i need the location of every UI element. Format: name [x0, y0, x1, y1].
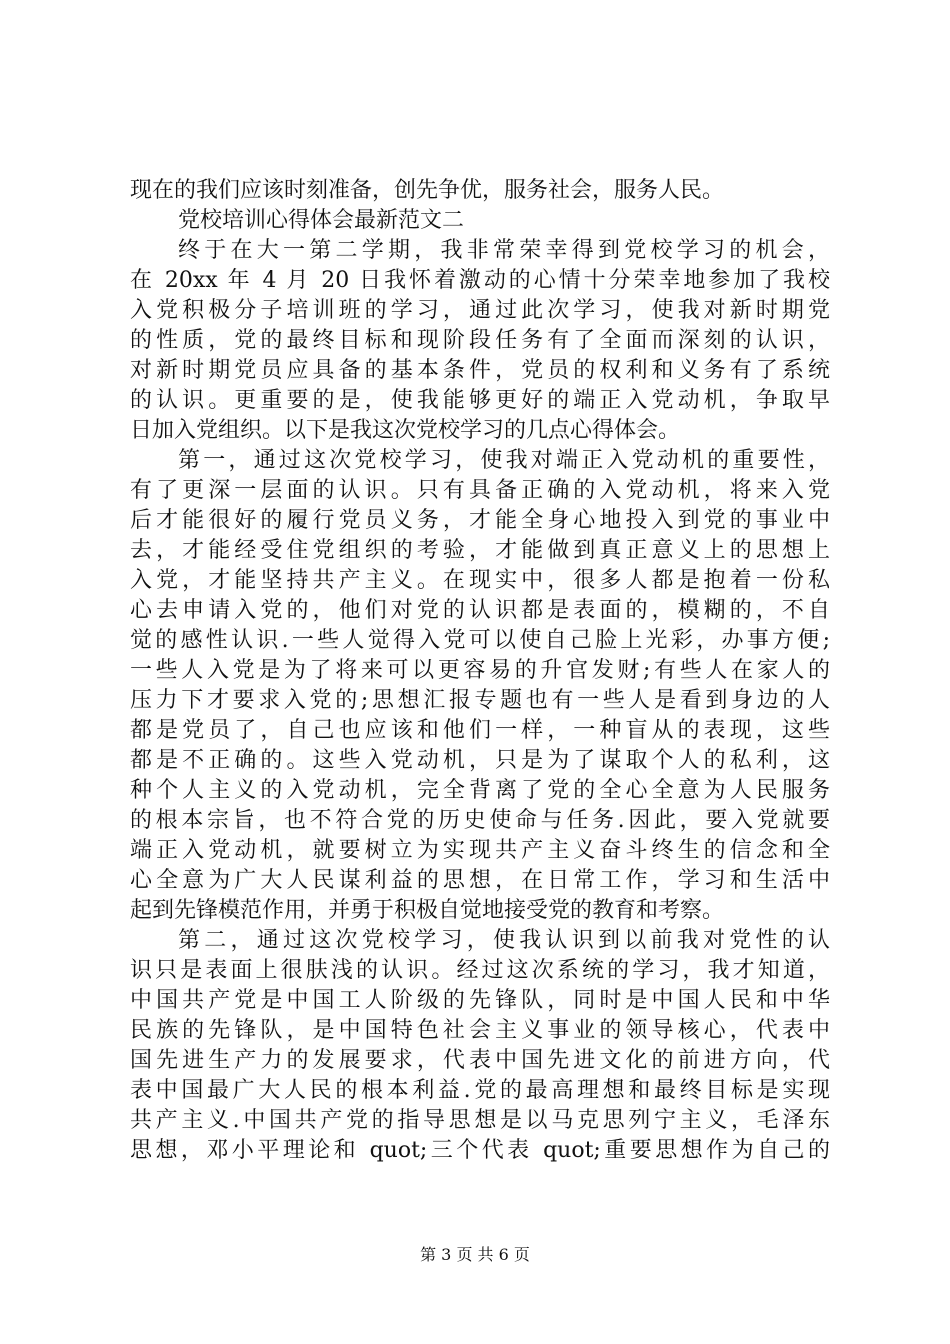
text-line: 民族的先锋队，是中国特色社会主义事业的领导核心，代表中	[130, 1018, 830, 1043]
text-line: 都是不正确的。这些入党动机，只是为了谋取个人的私利，这	[130, 748, 830, 773]
text-line: 在 20xx 年 4 月 20 日我怀着激动的心情十分荣幸地参加了我校	[130, 268, 830, 293]
text-line: 心全意为广大人民谋利益的思想，在日常工作，学习和生活中	[130, 868, 830, 893]
text-line: 去，才能经受住党组织的考验，才能做到真正意义上的思想上	[130, 538, 830, 563]
text-line: 第二，通过这次党校学习，使我认识到以前我对党性的认	[178, 928, 830, 953]
text-line: 思想，邓小平理论和 quot;三个代表 quot;重要思想作为自己的	[130, 1138, 830, 1163]
section-heading: 党校培训心得体会最新范文二	[178, 208, 465, 233]
text-line: 识只是表面上很肤浅的认识。经过这次系统的学习，我才知道，	[130, 958, 830, 983]
text-line: 起到先锋模范作用，并勇于积极自觉地接受党的教育和考察。	[130, 898, 725, 923]
text-line: 一些人入党是为了将来可以更容易的升官发财;有些人在家人的	[130, 658, 830, 683]
text-line: 对新时期党员应具备的基本条件，党员的权利和义务有了系统	[130, 358, 830, 383]
document-body	[130, 176, 830, 1166]
text-line: 国先进生产力的发展要求，代表中国先进文化的前进方向，代	[130, 1048, 830, 1073]
text-line: 种个人主义的入党动机，完全背离了党的全心全意为人民服务	[130, 778, 830, 803]
text-line: 压力下才要求入党的;思想汇报专题也有一些人是看到身边的人	[130, 688, 830, 713]
text-line: 端正入党动机，就要树立为实现共产主义奋斗终生的信念和全	[130, 838, 830, 863]
text-line: 有了更深一层面的认识。只有具备正确的入党动机，将来入党	[130, 478, 830, 503]
text-line: 的根本宗旨，也不符合党的历史使命与任务.因此，要入党就要	[130, 808, 830, 833]
page-footer	[0, 1245, 950, 1265]
text-line: 表中国最广大人民的根本利益.党的最高理想和最终目标是实现	[130, 1078, 830, 1103]
text-line: 后才能很好的履行党员义务，才能全身心地投入到党的事业中	[130, 508, 830, 533]
text-line: 现在的我们应该时刻准备，创先争优，服务社会，服务人民。	[130, 178, 725, 203]
text-line: 日加入党组织。以下是我这次党校学习的几点心得体会。	[130, 418, 681, 443]
text-line: 都是党员了，自己也应该和他们一样，一种盲从的表现，这些	[130, 718, 830, 743]
text-line: 共产主义.中国共产党的指导思想是以马克思列宁主义，毛泽东	[130, 1108, 830, 1133]
text-line: 终于在大一第二学期，我非常荣幸得到党校学习的机会，	[178, 238, 830, 263]
text-line: 第一，通过这次党校学习，使我对端正入党动机的重要性，	[178, 448, 830, 473]
text-line: 的认识。更重要的是，使我能够更好的端正入党动机，争取早	[130, 388, 830, 413]
page-indicator: 第 3 页 共 6 页	[420, 1245, 530, 1264]
text-line: 的性质，党的最终目标和现阶段任务有了全面而深刻的认识，	[130, 328, 830, 353]
text-line: 中国共产党是中国工人阶级的先锋队，同时是中国人民和中华	[130, 988, 830, 1013]
text-line: 觉的感性认识.一些人觉得入党可以使自己脸上光彩，办事方便;	[130, 628, 830, 653]
text-line: 心去申请入党的，他们对党的认识都是表面的，模糊的，不自	[130, 598, 830, 623]
text-line: 入党积极分子培训班的学习，通过此次学习，使我对新时期党	[130, 298, 830, 323]
text-line: 入党，才能坚持共产主义。在现实中，很多人都是抱着一份私	[130, 568, 830, 593]
